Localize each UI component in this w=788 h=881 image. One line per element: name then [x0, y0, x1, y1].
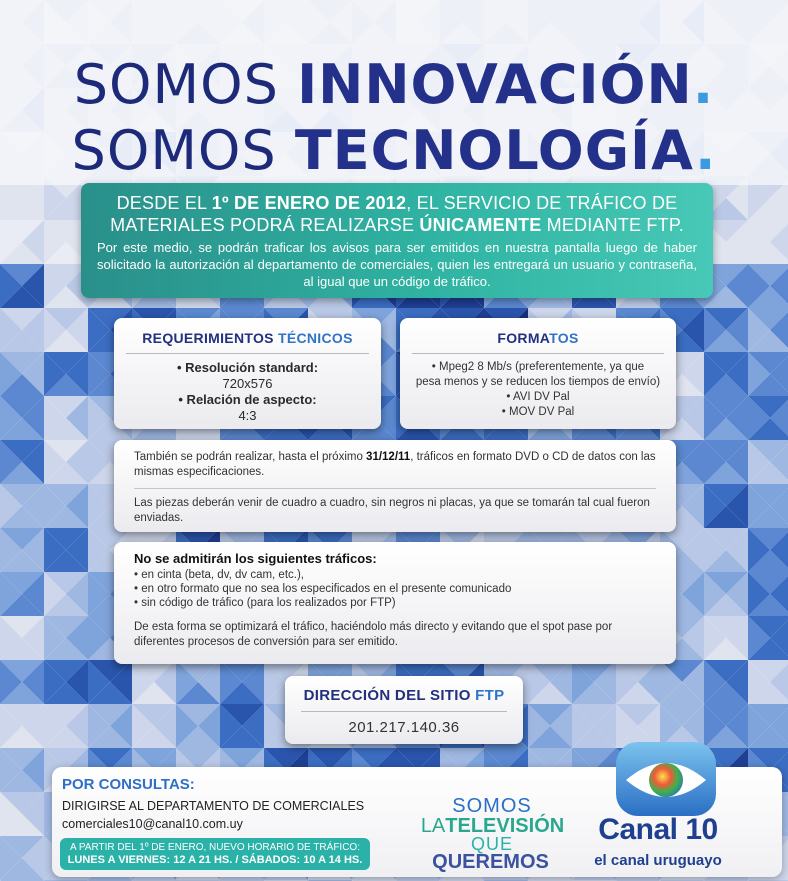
brand-tagline: el canal uruguayo — [594, 852, 722, 869]
announcement-banner — [81, 183, 713, 298]
brand-name: Canal 10 — [598, 813, 718, 846]
ftp-card — [285, 676, 523, 744]
dvd-paragraph — [134, 450, 656, 480]
schedule-line-2: LUNES A VIERNES: 12 A 21 HS. / SÁBADOS: 10 A 14 HS. — [67, 854, 363, 866]
contact-department: DIRIGIRSE AL DEPARTAMENTO DE COMERCIALES — [62, 799, 365, 813]
announcement-body: Por este medio, se podrán traficar los avisos para ser emitidos en nuestra pantalla luego de haber solicitado la autorización al departamento de comerciales, quien les entregará un usuario y contraseña, al igual que un código de tráfico. — [97, 240, 697, 289]
dvd-text: También se podrán realizar, hasta el próximo — [134, 451, 367, 463]
announcement-emphasis: ÚNICAMENTE — [419, 215, 542, 235]
announcement-date: 1º DE ENERO DE 2012 — [211, 193, 407, 213]
dvd-text: , tráficos en formato DVD o CD de datos con las mismas especificaciones. — [134, 451, 656, 478]
canal10-eye-logo-icon — [612, 740, 720, 820]
announcement-heading — [97, 192, 697, 236]
headline-2-light: SOMOS — [71, 119, 295, 182]
aspect-value: 4:3 — [238, 408, 257, 423]
formats-title-accent: TOS — [549, 330, 579, 346]
requirements-title — [126, 330, 369, 354]
divider — [134, 488, 656, 489]
contact-email-link[interactable]: comerciales10@canal10.com.uy — [62, 817, 243, 831]
resolution-value: 720x576 — [222, 376, 273, 391]
ftp-title-main: DIRECCIÓN DEL SITIO — [303, 687, 476, 704]
ftp-title — [301, 687, 507, 712]
format-item: • Mpeg2 8 Mb/s (preferentemente, ya que — [431, 361, 645, 373]
not-admitted-item: • en otro formato que no sea los especificados en el presente comunicado — [134, 583, 512, 595]
deadline-date: 31/12/11 — [366, 451, 411, 463]
requirements-card — [114, 318, 381, 429]
formats-title — [412, 330, 664, 354]
slogan-line-3: QUE — [470, 834, 513, 854]
formats-title-main: FORMA — [497, 330, 550, 346]
announcement-head-part: , EL SERVICIO DE TRÁFICO DE MATERIALES PODRÁ REALIZARSE — [110, 193, 678, 235]
headline-1-bold: INNOVACIÓN — [297, 53, 693, 116]
slogan-la: LA — [420, 815, 446, 837]
not-admitted-footer: De esta forma se optimizará el tráfico, haciéndolo más directo y evitando que el spot pase por diferentes procesos de conversión para ser emitido. — [134, 621, 613, 648]
headline-line-2 — [0, 119, 788, 182]
ftp-title-accent: FTP — [475, 687, 505, 704]
format-item: • AVI DV Pal — [506, 391, 570, 403]
frames-paragraph: Las piezas deberán venir de cuadro a cuadro, sin negros ni placas, ya que se tomarán tal cual fueron enviadas. — [134, 497, 650, 524]
schedule-line-1: A PARTIR DEL 1º DE ENERO, NUEVO HORARIO DE TRÁFICO: — [69, 842, 360, 853]
requirements-title-main: REQUERIMIENTOS — [142, 330, 278, 346]
format-item: pesa menos y se reducen los tiempos de envío) — [415, 376, 661, 388]
ftp-address[interactable]: 201.217.140.36 — [348, 719, 460, 736]
headline-1-light: SOMOS — [73, 53, 298, 116]
not-admitted-item: • sin código de tráfico (para los realizados por FTP) — [134, 597, 396, 609]
slogan-line-1: SOMOS — [452, 795, 532, 817]
schedule-badge — [60, 838, 370, 870]
slogan-line-4: QUEREMOS — [432, 851, 549, 873]
requirements-title-accent: TÉCNICOS — [277, 330, 353, 346]
dvd-info-card — [114, 440, 676, 532]
announcement-head-part: MEDIANTE FTP. — [541, 215, 684, 235]
announcement-head-part: DESDE EL — [116, 193, 212, 213]
not-admitted-card — [114, 542, 676, 664]
not-admitted-item: • en cinta (beta, dv, dv cam, etc.), — [134, 569, 304, 581]
headline-1-dot: . — [692, 53, 715, 116]
format-item: • MOV DV Pal — [501, 406, 575, 418]
resolution-label: • Resolución standard: — [176, 360, 319, 375]
contact-title: POR CONSULTAS: — [62, 776, 195, 793]
headline-line-1 — [0, 53, 788, 116]
not-admitted-title: No se admitirán los siguientes tráficos: — [134, 551, 377, 566]
headline-2-bold: TECNOLOGÍA — [294, 119, 695, 182]
headline-2-dot: . — [694, 119, 717, 182]
slogan-tv: TELEVISIÓN — [445, 815, 565, 837]
formats-card — [400, 318, 676, 429]
aspect-label: • Relación de aspecto: — [178, 392, 317, 407]
